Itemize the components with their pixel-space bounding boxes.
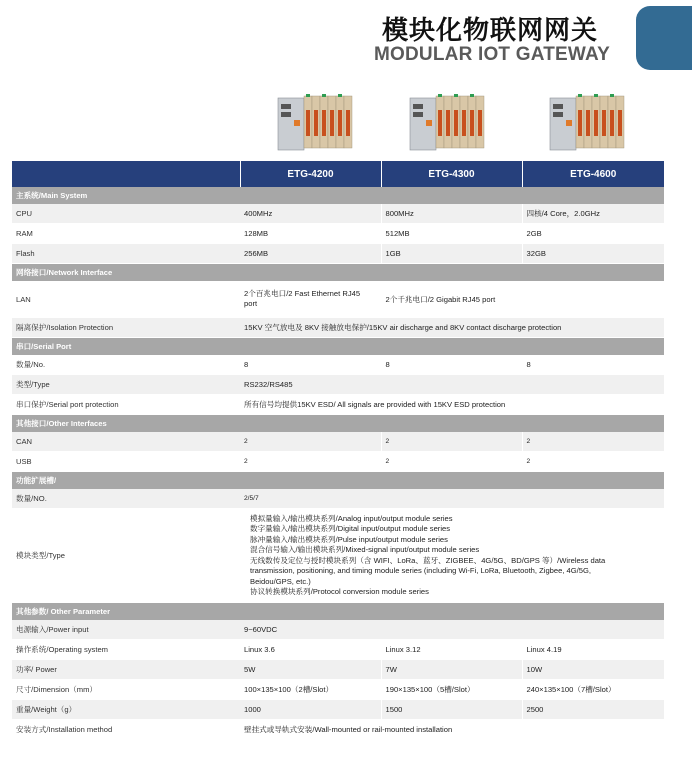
row-label: 电源输入/Power input [12,620,240,640]
section-label: 其他参数/ Other Parameter [12,603,664,621]
module-type-line: 数字量输入/输出模块系列/Digital input/output module series [250,524,451,533]
row-value: 400MHz [240,204,381,224]
row-value: 2 [240,452,381,472]
table-row [12,244,664,264]
row-label: 安装方式/Installation method [12,720,240,740]
table-row [12,660,664,680]
row-value: 240×135×100（7槽/Slot） [522,680,664,700]
table-row [12,355,664,375]
header-product-1: ETG-4200 [240,161,381,187]
table-row [12,395,664,415]
row-value: RS232/RS485 [240,375,664,395]
row-label: USB [12,452,240,472]
section-label: 其他接口/Other Interfaces [12,415,664,433]
row-label: 数量/No. [12,355,240,375]
row-value: 800MHz [381,204,522,224]
row-value: 2 [240,432,381,452]
table-row [12,700,664,720]
header-product-3: ETG-4600 [522,161,664,187]
section-other-parameters [12,603,664,621]
table-row [12,318,664,338]
row-value: 512MB [381,224,522,244]
row-label: RAM [12,224,240,244]
row-value: 32GB [522,244,664,264]
row-value: 15KV 空气放电及 8KV 接触放电保护/15KV air discharge and 8KV contact discharge protection [240,318,664,338]
row-value: 10W [522,660,664,680]
row-label: 类型/Type [12,375,240,395]
module-type-line: Beidou/GPS, etc.) [250,576,311,586]
lan-value-line-2: port [244,299,258,308]
row-label: 操作系统/Operating system [12,640,240,660]
module-type-line: 协议转换模块系列/Protocol conversion module series [250,587,429,596]
row-value: 256MB [240,244,381,264]
row-label: 隔离保护/Isolation Protection [12,318,240,338]
row-label: 数量/NO. [12,489,240,509]
row-value: Linux 3.12 [381,640,522,660]
row-value: 1500 [381,700,522,720]
row-label: 尺寸/Dimension（mm） [12,680,240,700]
table-row [12,680,664,700]
table-row [12,224,664,244]
row-value: 8 [240,355,381,375]
spec-table [12,161,664,740]
row-value: 7W [381,660,522,680]
page-title-cn: 模块化物联网网关 [382,16,599,46]
table-header-row [12,161,664,187]
row-value: 2500 [522,700,664,720]
row-value: 8 [381,355,522,375]
table-row [12,452,664,472]
module-type-line: transmission, positioning, and timing module series (including Wi-Fi, LoRa, Bluetooth, Zigbee, 4G/5G, [250,566,592,575]
table-row [12,720,664,740]
module-type-line: 无线数传及定位与授时模块系列（含 WIFI、LoRa、蓝牙、ZIGBEE、4G/5G、BD/GPS 等）/Wireless data [250,555,606,565]
section-network [12,264,664,282]
table-row [12,509,664,603]
module-type-line: 模拟量输入/输出模块系列/Analog input/output module series [250,513,453,523]
table-row [12,432,664,452]
module-type-line: 混合信号输入/输出模块系列/Mixed-signal input/output module series [250,545,480,554]
module-type-line: 脉冲量输入/输出模块系列/Pulse input/output module series [250,534,448,544]
corner-accent-tab [636,6,692,70]
row-value [240,281,381,318]
table-row [12,375,664,395]
section-label: 主系统/Main System [12,187,664,204]
section-serial [12,338,664,356]
row-value: 四核/4 Core，2.0GHz [522,204,664,224]
product-image-etg-4200 [276,90,356,152]
row-value: 100×135×100（2槽/Slot） [240,680,381,700]
row-value: 2GB [522,224,664,244]
section-main-system [12,187,664,204]
page-title-en: MODULAR IOT GATEWAY [374,44,611,65]
row-value [240,509,664,603]
row-label: Flash [12,244,240,264]
row-value: 2 [381,432,522,452]
row-value: 2 [522,432,664,452]
row-value: 2/5/7 [240,489,664,509]
row-label: 串口保护/Serial port protection [12,395,240,415]
table-row [12,620,664,640]
row-label: CPU [12,204,240,224]
table-row [12,281,664,318]
row-label: CAN [12,432,240,452]
table-row [12,204,664,224]
header-blank-cell [12,161,240,187]
row-value: 1000 [240,700,381,720]
row-value: 8 [522,355,664,375]
product-image-etg-4600 [548,90,628,152]
row-value: 壁挂式或导轨式安装/Wall-mounted or rail-mounted installation [240,720,664,740]
table-row [12,489,664,509]
row-label: LAN [12,281,240,318]
section-label: 功能扩展槽/ [12,472,664,490]
section-other-interfaces [12,415,664,433]
row-value: 190×135×100（5槽/Slot） [381,680,522,700]
row-value: 1GB [381,244,522,264]
row-value: 9~60VDC [240,620,664,640]
row-value: 5W [240,660,381,680]
row-label: 功率/ Power [12,660,240,680]
row-value: 128MB [240,224,381,244]
product-image-etg-4300 [408,90,488,152]
header-product-2: ETG-4300 [381,161,522,187]
row-label: 模块类型/Type [12,509,240,603]
row-value: 2 [522,452,664,472]
row-value: Linux 3.6 [240,640,381,660]
table-row [12,640,664,660]
section-expansion-slots [12,472,664,490]
section-label: 网络接口/Network Interface [12,264,664,282]
row-value: 所有信号均提供15KV ESD/ All signals are provided with 15KV ESD protection [240,395,664,415]
row-label: 重量/Weight（g） [12,700,240,720]
row-value: 2个千兆电口/2 Gigabit RJ45 port [381,281,664,318]
row-value: 2 [381,452,522,472]
lan-value-line-1: 2个百兆电口/2 Fast Ethernet RJ45 [244,288,361,298]
row-value: Linux 4.19 [522,640,664,660]
section-label: 串口/Serial Port [12,338,664,356]
